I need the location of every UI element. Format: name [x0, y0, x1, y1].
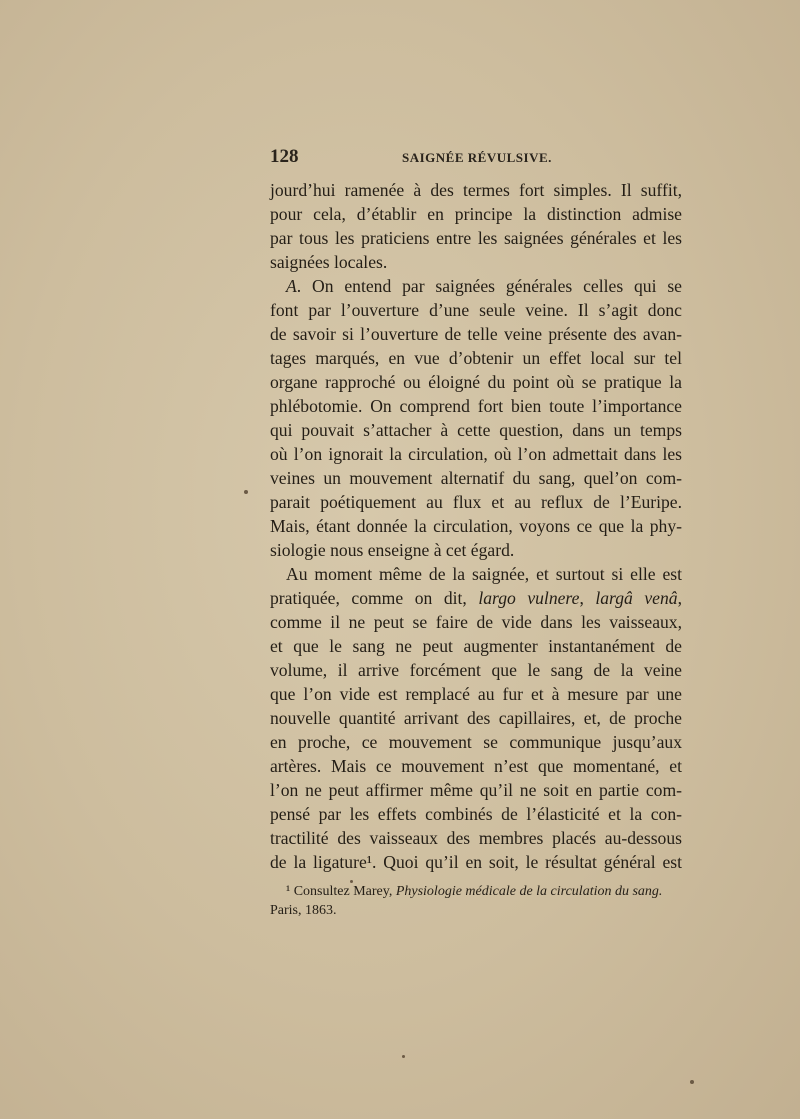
- text-line: de la ligature¹. Quoi qu’il en soit, le résultat général est: [270, 852, 682, 872]
- text-line: Mais, étant donnée la circulation, voyons ce que la phy-: [270, 516, 682, 536]
- body-text: [270, 178, 682, 874]
- italic-phrase: largo vulnere: [478, 588, 580, 608]
- paper-speck: [244, 490, 248, 494]
- italic-phrase: largâ venâ: [595, 588, 678, 608]
- text-line: veines un mouvement alternatif du sang, quel’on com-: [270, 468, 682, 488]
- text-line: en proche, ce mouvement se communique jusqu’aux: [270, 732, 682, 752]
- footnote: [270, 882, 682, 920]
- footnote-title: Physiologie médicale de la circulation du sang.: [395, 884, 663, 899]
- text-line: nouvelle quantité arrivant des capillaires, et, de proche: [270, 708, 682, 728]
- text-line: de savoir si l’ouverture de telle veine présente des avan-: [270, 324, 682, 344]
- text-line: artères. Mais ce mouvement n’est que momentané, et: [270, 756, 682, 776]
- paper-speck: [690, 1080, 694, 1084]
- text-line: font par l’ouverture d’une seule veine. Il s’agit donc: [270, 300, 682, 320]
- paper-speck: [350, 880, 353, 883]
- text-line: où l’on ignorait la circulation, où l’on admettait dans les: [270, 444, 682, 464]
- page-number: 128: [270, 146, 299, 167]
- text-line: pensé par les effets combinés de l’élasticité et la con-: [270, 804, 682, 824]
- footnote-text: Consultez Marey,: [290, 884, 396, 899]
- text-line: phlébotomie. On comprend fort bien toute l’importance: [270, 396, 682, 416]
- text-line: qui pouvait s’attacher à cette question, dans un temps: [270, 420, 682, 440]
- text-fragment: ,: [677, 588, 682, 608]
- text-line: [270, 586, 682, 610]
- footnote-line: Paris, 1863.: [270, 903, 337, 918]
- text-line: [270, 274, 682, 298]
- running-title: SAIGNÉE RÉVULSIVE.: [402, 150, 552, 165]
- text-line: tages marqués, en vue d’obtenir un effet local sur tel: [270, 348, 682, 368]
- footnote-line: [270, 882, 682, 901]
- text-line: et que le sang ne peut augmenter instantanément de: [270, 636, 682, 656]
- text-line: saignées locales.: [270, 252, 388, 272]
- paper-speck: [402, 1055, 405, 1058]
- text-line: l’on ne peut affirmer même qu’il ne soit en partie com-: [270, 780, 682, 800]
- text-line: siologie nous enseigne à cet égard.: [270, 540, 515, 560]
- text-line: comme il ne peut se faire de vide dans les vaisseaux,: [270, 612, 682, 632]
- footnote-marker: ¹: [286, 884, 291, 899]
- text-fragment: pratiquée, comme on dit,: [270, 588, 479, 608]
- text-line: parait poétiquement au flux et au reflux de l’Euripe.: [270, 492, 682, 512]
- text-line: volume, il arrive forcément que le sang de la veine: [270, 660, 682, 680]
- text-line: par tous les praticiens entre les saignées générales et les: [270, 228, 682, 248]
- text-line: jourd’hui ramenée à des termes fort simples. Il suffit,: [270, 180, 682, 200]
- text-line-rest: . On entend par saignées générales celles qui se: [296, 276, 682, 296]
- page-header: [270, 146, 682, 170]
- text-line: que l’on vide est remplacé au fur et à mesure par une: [270, 684, 682, 704]
- text-line: Au moment même de la saignée, et surtout si elle est: [286, 564, 682, 584]
- text-line: organe rapproché ou éloigné du point où se pratique la: [270, 372, 682, 392]
- text-line: pour cela, d’établir en principe la distinction admise: [270, 204, 682, 224]
- section-letter: A: [286, 276, 297, 296]
- text-line: tractilité des vaisseaux des membres placés au-dessous: [270, 828, 682, 848]
- text-fragment: ,: [579, 588, 596, 608]
